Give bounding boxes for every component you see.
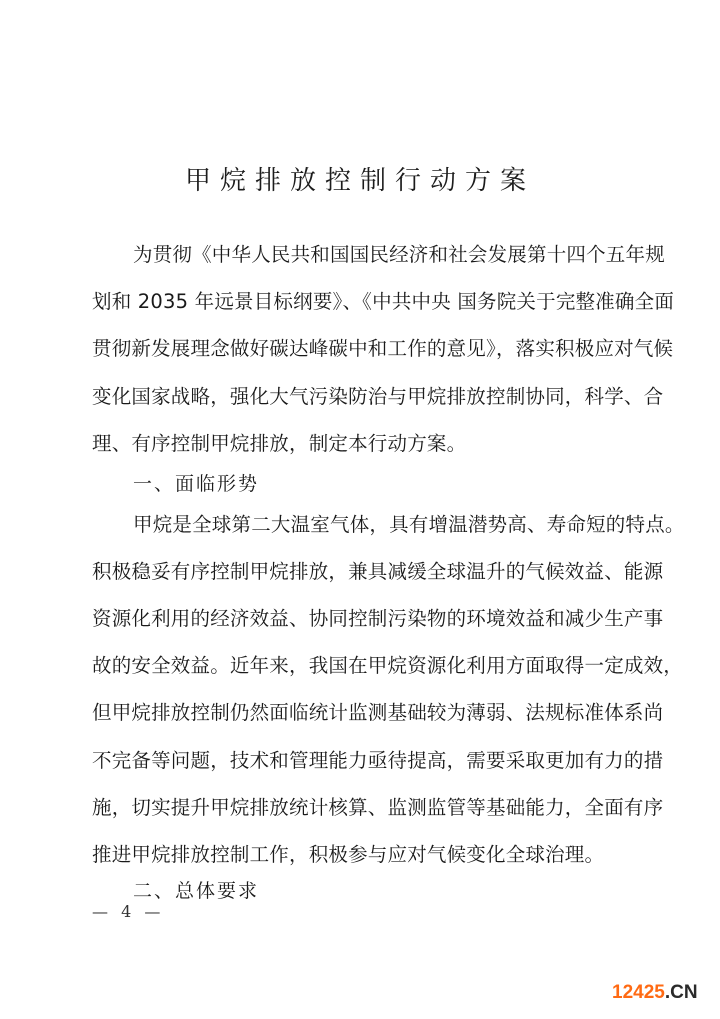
paragraph-line: 资源化利用的经济效益、协同控制污染物的环境效益和减少生产事	[92, 607, 664, 630]
watermark-number: 12425	[612, 982, 665, 1003]
paragraph-line: 施，切实提升甲烷排放统计核算、监测监管等基础能力，全面有序	[92, 796, 664, 819]
paragraph-line: 但甲烷排放控制仍然面临统计监测基础较为薄弱、法规标准体系尚	[92, 701, 664, 724]
section-heading-1: 一、面临形势	[133, 473, 260, 495]
paragraph-line: 故的安全效益。近年来，我国在甲烷资源化利用方面取得一定成效，	[92, 654, 684, 677]
page-number: — 4 —	[92, 902, 165, 921]
watermark-suffix: .CN	[664, 982, 698, 1003]
paragraph-line: 贯彻新发展理念做好碳达峰碳中和工作的意见》，落实积极应对气候	[92, 337, 674, 360]
paragraph-line: 积极稳妥有序控制甲烷排放，兼具减缓全球温升的气候效益、能源	[92, 560, 664, 583]
paragraph-line: 为贯彻《中华人民共和国国民经济和社会发展第十四个五年规	[133, 243, 665, 266]
paragraph-line: 理、有序控制甲烷排放，制定本行动方案。	[92, 432, 467, 455]
section-heading-2: 二、总体要求	[133, 880, 260, 902]
paragraph-line: 划和 2035 年远景目标纲要》、《中共中央 国务院关于完整准确全面	[92, 290, 675, 313]
paragraph-line: 不完备等问题，技术和管理能力亟待提高，需要采取更加有力的措	[92, 749, 664, 772]
paragraph-line: 甲烷是全球第二大温室气体，具有增温潜势高、寿命短的特点。	[133, 513, 685, 536]
document-title: 甲烷排放控制行动方案	[184, 166, 535, 196]
paragraph-line: 推进甲烷排放控制工作，积极参与应对气候变化全球治理。	[92, 843, 605, 866]
watermark-logo	[612, 982, 698, 1004]
paragraph-line: 变化国家战略，强化大气污染防治与甲烷排放控制协同，科学、合	[92, 385, 664, 408]
